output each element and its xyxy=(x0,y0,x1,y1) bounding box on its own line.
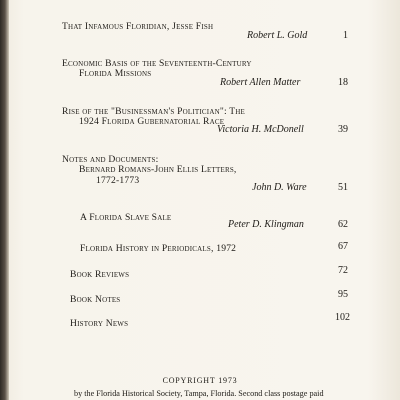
toc-entry-title: Bernard Romans-John Ellis Letters, xyxy=(79,164,237,175)
toc-entry-page: 39 xyxy=(338,124,348,135)
toc-entry-page: 62 xyxy=(338,219,348,230)
toc-entry-title: Florida History in Periodicals, 1972 xyxy=(80,243,237,254)
toc-entry-title: That Infamous Floridian, Jesse Fish xyxy=(62,21,214,32)
toc-entry-page: 95 xyxy=(338,289,348,300)
toc-entry-page: 18 xyxy=(338,77,348,88)
toc-entry-title: Book Notes xyxy=(70,294,121,305)
toc-entry-title: Economic Basis of the Seventeenth-Century xyxy=(62,58,252,69)
toc-entry-author: Peter D. Klingman xyxy=(228,219,304,230)
toc-entry-page: 102 xyxy=(335,312,350,323)
copyright-notice: COPYRIGHT 1973 xyxy=(162,376,238,385)
toc-entry-author: Victoria H. McDonell xyxy=(217,124,304,135)
toc-entry-title: Florida Missions xyxy=(79,68,152,79)
toc-entry-author: Robert L. Gold xyxy=(247,30,308,41)
toc-entry-page: 51 xyxy=(338,182,348,193)
toc-entry-author: Robert Allen Matter xyxy=(220,77,301,88)
publisher-line: by the Florida Historical Society, Tampa, Florida. Second class postage paid xyxy=(74,389,324,398)
toc-entry-title: History News xyxy=(70,318,129,329)
toc-entry-page: 1 xyxy=(343,30,348,41)
toc-entry-page: 72 xyxy=(338,265,348,276)
toc-entry-title: Book Reviews xyxy=(70,269,130,280)
toc-entry-title: Notes and Documents: xyxy=(62,154,159,165)
toc-entry-title: A Florida Slave Sale xyxy=(80,212,172,223)
toc-entry-title: 1772-1773 xyxy=(96,175,140,186)
toc-entry-page: 67 xyxy=(338,241,348,252)
toc-entry-author: John D. Ware xyxy=(252,182,307,193)
toc-entry-title: Rise of the "Businessman's Politician": The xyxy=(62,106,246,117)
toc-entry-title: 1924 Florida Gubernatorial Race xyxy=(79,116,225,127)
